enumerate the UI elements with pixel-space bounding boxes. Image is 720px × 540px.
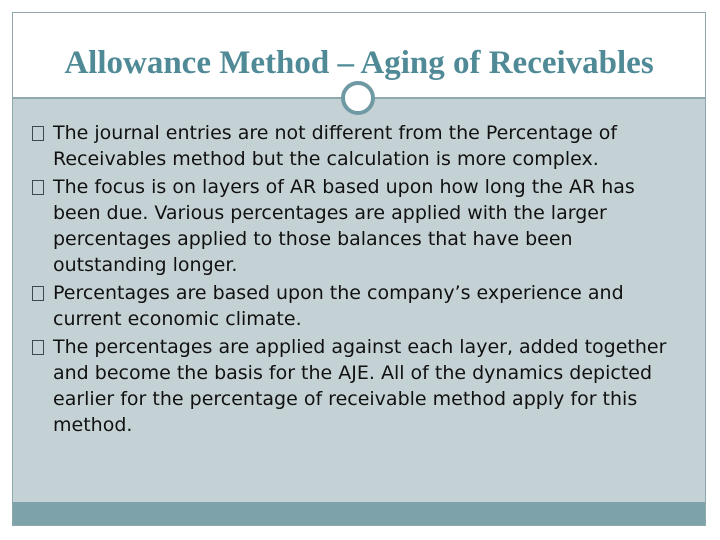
square-bullet-icon	[32, 286, 44, 301]
square-bullet-icon	[32, 340, 44, 355]
bullet-text: The percentages are applied against each layer, added together and become the basis for the AJE. All of the dynamics depicted earlier for the percentage of receivable method apply for this method.	[53, 336, 667, 436]
square-bullet-icon	[32, 126, 44, 141]
slide-title: Allowance Method – Aging of Receivables	[64, 45, 654, 81]
bullet-list	[30, 120, 680, 440]
bullet-item	[30, 120, 680, 172]
bullet-text: The focus is on layers of AR based upon how long the AR has been due. Various percentages are applied with the larger percentages applied to those balances that have been outstanding longer.	[53, 176, 635, 276]
circle-ornament-icon	[341, 81, 375, 115]
bullet-item	[30, 334, 680, 438]
square-bullet-icon	[32, 180, 44, 195]
bullet-text: Percentages are based upon the company’s experience and current economic climate.	[53, 282, 624, 330]
bullet-item	[30, 174, 680, 278]
footer-bar	[13, 502, 705, 525]
bullet-item	[30, 280, 680, 332]
bullet-text: The journal entries are not different from the Percentage of Receivables method but the calculation is more complex.	[53, 122, 618, 170]
